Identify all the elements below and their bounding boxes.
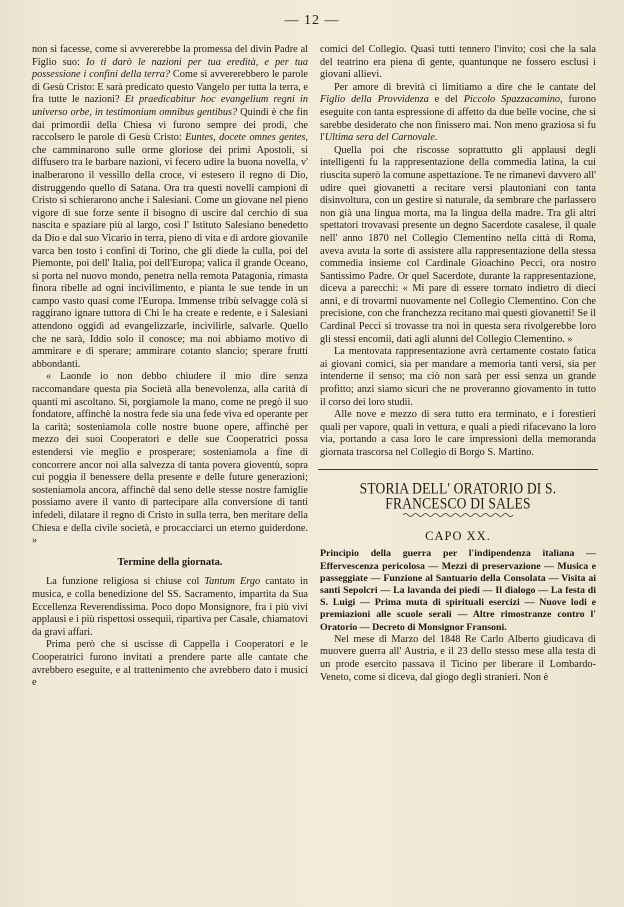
section-title: STORIA DELL' ORATORIO DI S. FRANCESCO DI SALES	[359, 479, 557, 512]
paragraph	[320, 82, 596, 145]
text-run: Per amore di brevità ci limitiamo a dire che le cantate del	[334, 81, 596, 93]
text-run: furono eseguite con tanta espressione di affetto da due belle vocine, che si sarebbe desiderato che non finissero mai. Non meno graziosa si fu l'	[320, 94, 597, 144]
text-run: cantato in musica, e colla benedizione del SS. Sacramento, impartita da Sua Eccellenza Reverendissima. Poco dopo Monsignore, fra i più vivi applausi e i più rispettosi ossequii, ripartiva per Casale, chiamatovi da gravi affari.	[32, 576, 309, 638]
wavy-ornament-icon	[403, 512, 513, 518]
italic-title: Piccolo Spazzacamino,	[463, 94, 563, 106]
right-column	[320, 44, 596, 684]
subheading: Termine della giornata.	[117, 556, 223, 568]
paragraph: « Laonde io non debbo chiudere il mio dire senza raccomandare questa pia Società alla benevolenza, alla carità di quanti mi ascoltano. Sì, porgiamole la mano, come ne pregò il suo fondatore, affinchè la nostra fede sia una fede viva ed operante per la carità; sosteniamola colle nostre buone opere, affinchè per mezzo dei suoi Cooperatori e delle sue Cooperatrici possa estendersi vie meglio e prosperare; sosteniamola a fine di concorrere ancor noi alla salvezza di tanta povera gioventù, sopra cui poggia il benessere della presente e delle future generazioni; sosteniamola ancora, affinchè dal seno delle stesse nostre famiglie possiamo avere il vanto di partecipare alla conversione di tanti infedeli, dilatare il regno di Cristo in sulla terra, ben meritare della Chiesa e della civile società, e procacciarci un eterno guiderdone. »	[32, 371, 308, 547]
paragraph	[32, 576, 308, 639]
latin-quote: Et praedicabitur hoc evangelium regni in universo orbe, in testimonium omnibus gentibus?	[32, 94, 308, 118]
italic-title: Figlio della Provvidenza	[320, 94, 429, 106]
text-run: e del	[428, 94, 464, 106]
paragraph	[32, 44, 308, 371]
paragraph: comici del Collegio. Quasi tutti tennero l'invito; così che la sala del teatrino era piena di gente, quantunque ne fossero esclusi i giovani allievi.	[320, 44, 596, 81]
paragraph: La mentovata rappresentazione avrà certamente costato fatica ai giovani comici, sia per mandare a memoria tanti versi, sia per intenderne il senso; ma ciò non sarà per essi senza un grande profitto; anzi siamo sicuri che ne proveranno giovamento in tutto il corso dei loro studii.	[320, 346, 596, 408]
italic-title: Ultima sera del Carnovale.	[324, 132, 438, 144]
page-number: — 12 —	[284, 13, 340, 28]
paragraph: Prima però che si uscisse di Cappella i Cooperatori e le Cooperatrici furono invitati a prendere parte alle cantate che avrebbero eseguite, e al trattenimento che avrebbero dato i musici e	[32, 639, 308, 689]
text-run: non si facesse, come si avvererebbe la promessa del divin Padre al Figlio suo:	[32, 44, 308, 68]
paragraph: Nel mese di Marzo del 1848 Re Carlo Alberto giudicava di muovere guerra all' Austria, e il 23 dello stesso mese alla testa di un prode esercito passava il Ticino per liberare il Lombardo-Veneto, come si diceva, dal giogo degli stranieri. Non è	[320, 633, 596, 683]
latin-quote: Euntes, docete omnes gentes,	[185, 132, 308, 144]
section-divider	[318, 469, 598, 470]
chapter-summary: Principio della guerra per l'indipendenza italiana — Effervescenza pericolosa — Mezzi di preservazione — Musica e passeggiate — Funzione al Santuario della Consolata — Visita ai santi Sepolcri — La lavanda dei piedi — Il dialogo — La festa di S. Luigi — Prima muta di spirituali esercizi — Nuove lodi e premiazioni alle scuole serali — Altre rimostranze contro l' Oratorio — Decreto di Monsignor Fransoni.	[320, 548, 596, 633]
italic-term: Tantum Ergo	[204, 576, 261, 588]
chapter-heading: CAPO XX.	[425, 528, 491, 543]
paragraph: Quella poi che riscosse soprattutto gli applausi degli intelligenti fu la rappresentazione della commedia latina, la cui riuscita superò la comune aspettazione. Te ne rimanevi davvero all' udire quei giovanetti a recitare versi plautoniani con tanta disinvoltura, con un gestire sì naturale, da sembrare che parlassero non già una lingua morta, ma la lingua della madre. Tra gli altri spettatori trovavasi presente un degno Sacerdote casalese, il quale nell' anno 1870 nel Collegio Clementino nella città di Roma, aveva avuta la sorte di assistere alla rappresentazione della stessa commedia insieme col Cardinale Gioachino Pecci, ora nostro Santissimo Padre. Or quel Sacerdote, durante la rappresentazione, diceva a parecchi: « Mi pare di essere tornato indietro di dieci anni, e di trovarmi nuovamente nel Collegio Clementino. Con che precisione, con che franchezza recitano mai questi giovanetti! Se il Cardinal Pecci si trovasse tra noi in questa sera rivolgerebbe loro gli stessi encomii, dati agli alunni del Collegio Clementino. »	[320, 144, 596, 345]
scripture-quote: Io ti darò le nazioni per tua eredità, e per tua possessione i confini della terra?	[32, 56, 308, 81]
text-run: La funzione religiosa si chiuse col	[46, 576, 205, 588]
text-run: Quindi è che fin dai primordii della Chiesa vi furono sempre dei prodi, che raccolsero le parole di Gesù Cristo:	[32, 106, 308, 144]
left-column	[32, 44, 308, 690]
paragraph: Alle nove e mezzo di sera tutto era terminato, e i forestieri quali per vapore, quali in vettura, e quali a piedi rifacevano la loro via, portando a casa loro le care impressioni della memoranda giornata trascorsa nel Collegio di Borgo S. Martino.	[320, 409, 596, 458]
text-run: che camminarono sulle orme gloriose dei primi Apostoli, si diffusero tra le barbare nazioni, vi fecero udire la buona novella, v' inalberarono il vessillo della croce, vi estesero il regno di Dio, distruggendo quello di Satana. Ora tra questi novelli campioni di Cristo si schierarono anche i Salesiani. Come un giovane nel pieno vigore di sue forze sente il bisogno di uscire dal cerchio di sua nascita e spaziare più al largo, così l' Istituto Salesiano benedetto da Dio e dal suo Vicario in terra, pieno di vita e di ardore giovanile varca ben tosto i confini di Torino, che gli diede la culla, poi del Piemonte, poi dell' Italia, poi dell'Europa; valica il grande Oceano, si porta nel nuovo mondo, penetra nella remota Patagonia, rimasta finora ribelle ad ogni incivilimento, e pianta le sue tende in un campo vasto quasi come l'Europa. Immense tribù selvagge colà si raggirano ignare tuttora di Chi le ha create e redente, e i Salesiani attendono oggidì ad evangelizzarle, incivilirle, salvarle. Quello che ne sarà, Iddio solo il conosce; ma noi abbiamo motivo di ammirare e di sperare; ammirare cotanto slancio; sperare frutti abbondanti.	[32, 144, 308, 370]
text-run: Come si avvererebbero le parole di Gesù Cristo: E sarà predicato questo Vangelo per tutta la terra, e fra tutte le nazioni?	[32, 69, 309, 106]
